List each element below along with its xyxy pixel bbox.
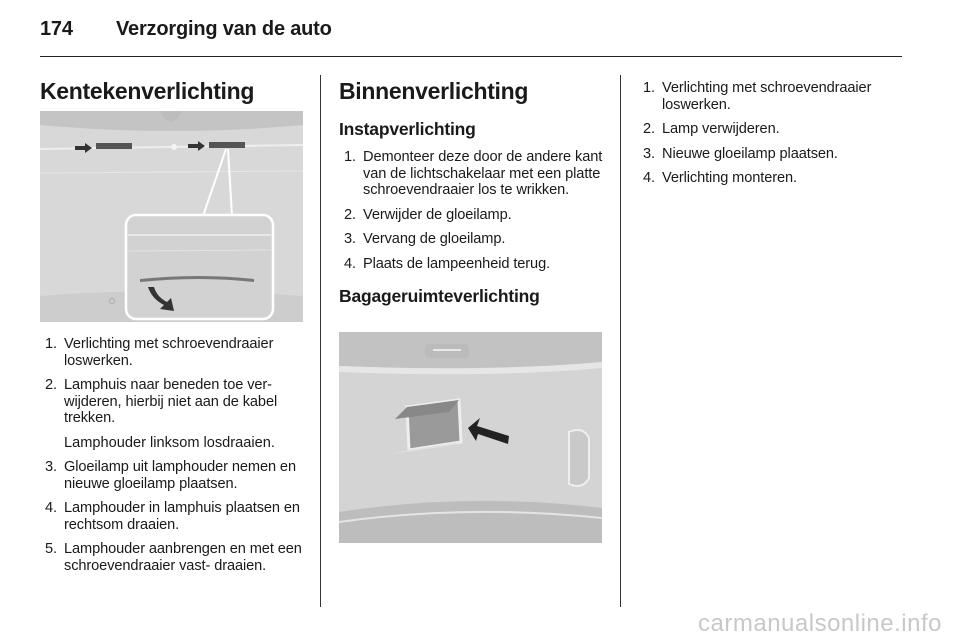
middle-column bbox=[339, 78, 607, 307]
list-item: 2. Verwijder de gloeilamp. bbox=[344, 206, 512, 223]
left-column bbox=[40, 78, 308, 105]
list-item: 1. Verlichting met schroevendraaier loswerken. bbox=[643, 80, 872, 113]
list-item: 1. Demonteer deze door de andere kant van de lichtschakelaar met een platte schroevendraaier los te wrikken. bbox=[344, 149, 603, 198]
list-item: 3. Vervang de gloeilamp. bbox=[344, 231, 506, 247]
list-item: 4. Lamphouder in lamphuis plaatsen en rechtsom draaien. bbox=[45, 500, 300, 533]
page-number: 174 bbox=[40, 18, 73, 40]
list-item: 2. Lamphuis naar beneden toe ver- wijderen, hierbij niet aan de kabel trekken. bbox=[45, 377, 278, 426]
column-divider-2 bbox=[620, 75, 621, 607]
entry-lighting-steps bbox=[339, 149, 607, 272]
header-rule bbox=[40, 56, 902, 57]
page-title: Verzorging van de auto bbox=[116, 18, 332, 40]
list-item: 4. Verlichting monteren. bbox=[643, 170, 797, 186]
step-note: Lamphouder linksom losdraaien. bbox=[64, 434, 275, 451]
license-plate-steps bbox=[40, 336, 308, 427]
watermark: carmanualsonline.info bbox=[698, 610, 942, 637]
list-item: 2. Lamp verwijderen. bbox=[643, 121, 780, 137]
list-item: 5. Lamphouder aanbrengen en met een schroevendraaier vast- draaien. bbox=[45, 541, 302, 574]
column-divider-1 bbox=[320, 75, 321, 607]
list-item: 1. Verlichting met schroevendraaier loswerken. bbox=[45, 336, 274, 369]
subheading-entry-lighting: Instapverlichting bbox=[339, 119, 476, 139]
list-item: 3. Gloeilamp uit lamphouder nemen en nieuwe gloeilamp plaatsen. bbox=[45, 459, 296, 492]
section-heading-interior-lighting: Binnenverlichting bbox=[339, 78, 529, 104]
list-item: 4. Plaats de lampeenheid terug. bbox=[344, 255, 551, 272]
subheading-luggage-lighting: Bagageruimteverlichting bbox=[339, 286, 540, 306]
license-plate-light-illustration bbox=[40, 111, 303, 322]
left-steps-block bbox=[40, 336, 308, 582]
list-item: 3. Nieuwe gloeilamp plaatsen. bbox=[643, 145, 838, 162]
luggage-light-steps bbox=[638, 80, 900, 187]
page-header bbox=[40, 18, 332, 41]
luggage-light-illustration bbox=[339, 332, 602, 543]
license-plate-steps-cont bbox=[40, 459, 308, 574]
section-heading-license-plate-light: Kentekenverlichting bbox=[40, 78, 255, 104]
right-column bbox=[638, 80, 900, 195]
